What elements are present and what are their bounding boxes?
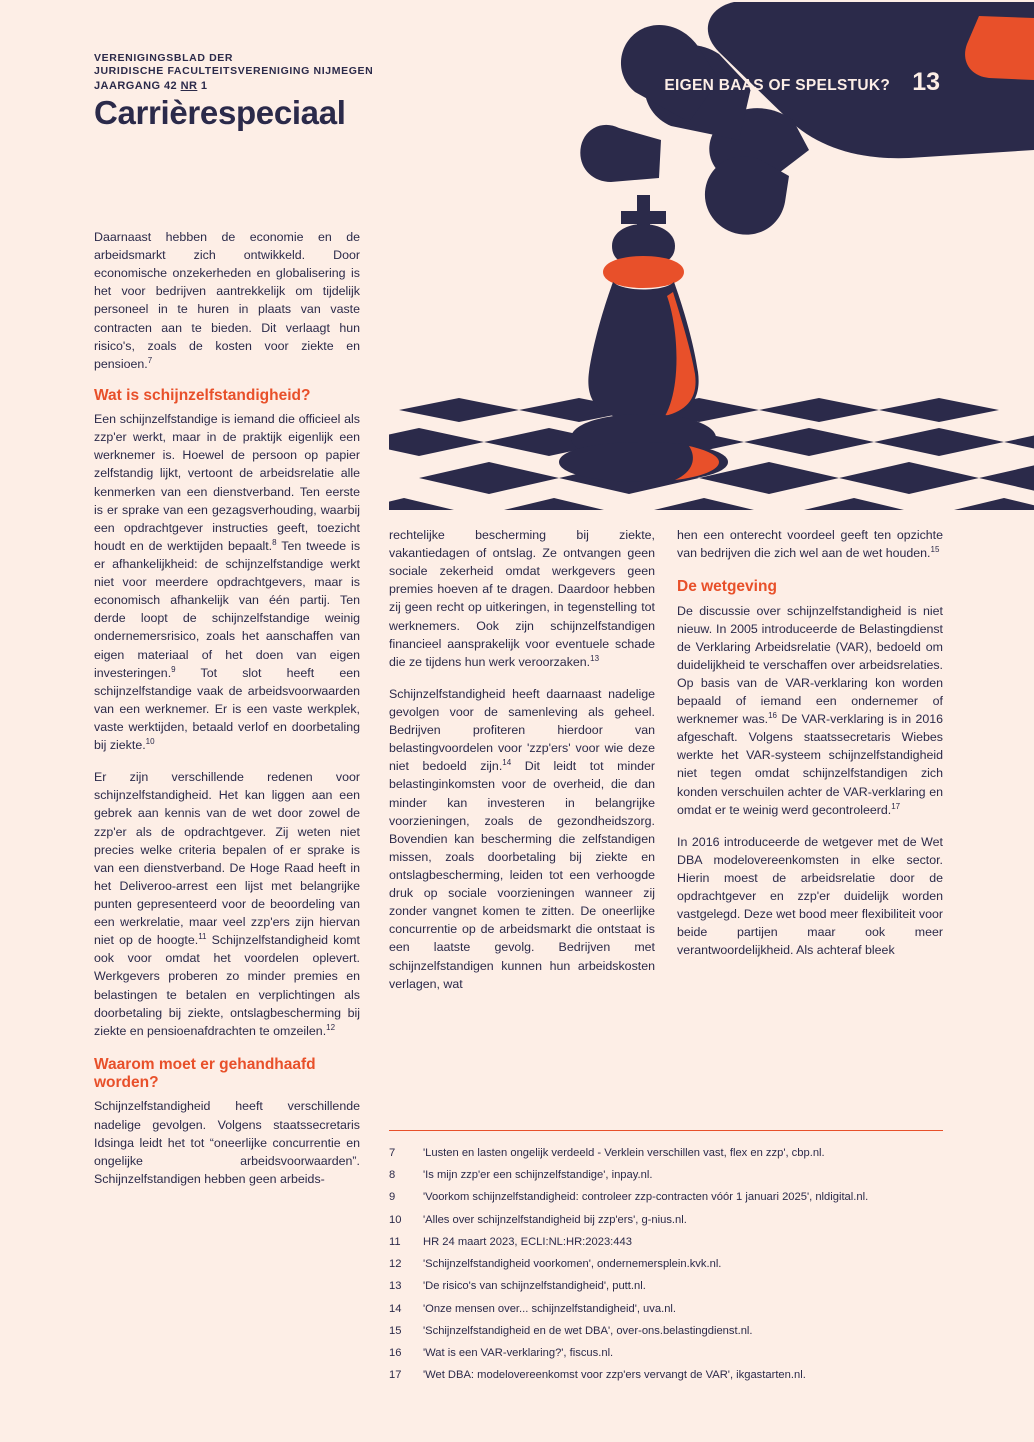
footnote-text: 'De risico's van schijnzelfstandigheid', putt.nl.	[423, 1280, 646, 1293]
footnote-row	[389, 1167, 868, 1189]
footnote-number: 8	[389, 1169, 396, 1182]
footnote-ref: 9	[171, 664, 176, 674]
footnote-text: 'Voorkom schijnzelfstandigheid: controleer zzp-contracten vóór 1 januari 2025', nldigital.nl.	[423, 1191, 869, 1204]
footnote-row	[389, 1212, 868, 1234]
footnote-text: 'Is mijn zzp'er een schijnzelfstandige', inpay.nl.	[423, 1169, 653, 1182]
footnote-number: 7	[389, 1147, 396, 1159]
paragraph: Schijnzelfstandigheid heeft verschillende nadelige gevolgen. Volgens staatssecretaris Idsinga leidt het tot “oneerlijke concurrentie en ongelijke arbeidsvoorwaarden”. Schijnzelfstandigen hebben geen arbeids-	[94, 1099, 360, 1186]
footnote-text: 'Wat is een VAR-verklaring?', fiscus.nl.	[423, 1347, 614, 1360]
subheading-wat-is-schijnzelfstandigheid: Wat is schijnzelfstandigheid?	[94, 386, 311, 404]
footnote-ref: 15	[930, 544, 940, 554]
footnotes-list	[389, 1145, 868, 1390]
footnote-ref: 7	[147, 355, 153, 365]
footnote-row	[389, 1256, 868, 1278]
subheading-de-wetgeving: De wetgeving	[677, 578, 777, 596]
paragraph-text: De VAR-verklaring is in 2016 afgeschaft. Volgens staatssecretaris Wiebes werkte het VAR-systeem schijnzelfstandigheid niet tegen omdat schijnzelfstandigen zich konden verschuilen achter de VAR-verklaring en omdat er te weinig werd gecontroleerd.	[677, 712, 944, 817]
paragraph-text: Schijnzelfstandigheid komt ook voor omdat het voordelen oplevert. Werkgevers proberen zo minder premies en belastingen te betalen en verplichtingen als doorbetaling bij ziekte, ontslagbescherming bij ziekte en pensioenafdrachten te omzeilen.	[94, 933, 360, 1038]
footnote-row	[389, 1301, 868, 1323]
text-column-3	[677, 526, 943, 960]
footnote-number: 10	[389, 1213, 402, 1226]
paragraph-text: Er zijn verschillende redenen voor schijnzelfstandigheid. Het kan liggen aan een gebrek aan kennis van de wet door zowel de zzp'er als de opdrachtgever. Zij weten niet precies welke criteria bepalen of er sprake is van een dienstverband. De Hoge Raad heeft in het Deliveroo-arrest een lijst met belangrijke punten gepresenteerd voor de beoordeling van een werkrelatie, maar veel zzp'ers zijn hiervan niet op de hoogte.	[94, 770, 360, 948]
footnote-number: 11	[389, 1235, 401, 1248]
footnotes-section	[389, 1130, 943, 1390]
text-column-1	[94, 228, 360, 1188]
footnote-ref: 10	[145, 737, 155, 746]
page-header	[664, 68, 940, 97]
footnote-number: 13	[389, 1280, 402, 1293]
footnote-ref: 16	[768, 711, 777, 721]
footnote-text: 'Lusten en lasten ongelijk verdeeld - Verklein verschillen vast, flex en zzp', cbp.nl.	[423, 1147, 825, 1159]
footnote-number: 9	[389, 1191, 396, 1204]
masthead-line-1: VERENIGINGSBLAD DER	[94, 52, 234, 64]
subheading-waarom-handhaven	[94, 1056, 360, 1093]
footnote-row	[389, 1278, 868, 1300]
section-label: EIGEN BAAS OF SPELSTUK?	[664, 77, 891, 94]
paragraph-text: Schijnzelfstandigheid heeft daarnaast nadelige gevolgen voor de samenleving als geheel. Bedrijven profiteren hierdoor van belastingvoordelen voor 'zzp'ers' voor wie deze niet bedoeld zijn.	[389, 686, 655, 774]
paragraph: In 2016 introduceerde de wetgever met de Wet DBA modelovereenkomsten in elke sector. Hierin moest de arbeidsrelatie door de opdrachtgever en zzp'er duidelijk worden vastgelegd. Deze wet bood meer flexibiliteit voor beide partijen maar ook meer verantwoordelijkheid. Als achteraf bleek	[677, 834, 943, 958]
footnote-text: 'Alles over schijnzelfstandigheid bij zzp'ers', g-nius.nl.	[423, 1213, 687, 1226]
masthead	[94, 52, 394, 129]
footnote-ref: 8	[272, 537, 277, 547]
paragraph	[389, 685, 655, 993]
paragraph-text: hen een onterecht voordeel geeft ten opzichte van bedrijven die zich wel aan de wet houden.	[677, 528, 943, 561]
paragraph	[677, 602, 943, 819]
footnote-row	[389, 1323, 868, 1345]
footnote-row	[389, 1367, 868, 1389]
footnote-text: 'Schijnzelfstandigheid voorkomen', ondernemersplein.kvk.nl.	[423, 1258, 722, 1271]
footnote-row	[389, 1345, 868, 1367]
text-column-2	[389, 526, 655, 993]
footnote-number: 15	[389, 1324, 402, 1337]
paragraph-text: Ten tweede is er afhankelijkheid: de schijnzelfstandige werkt niet voor meerdere opdrachtgevers, maar is economisch afhankelijk van één partij. Ten derde loopt de schijnzelfstandige weinig ondernemersrisico, zoals het aanschaffen van eigen materiaal of het doen van eigen investeringen.	[94, 538, 361, 680]
volume-prefix: JAARGANG 42	[94, 79, 181, 92]
footnote-number: 17	[389, 1369, 402, 1382]
footnote-number: 12	[389, 1258, 402, 1271]
paragraph-text: De discussie over schijnzelfstandigheid is niet nieuw. In 2005 introduceerde de Belastingdienst de Verklaring Arbeidsrelatie (VAR), bedoeld om duidelijkheid te verschaffen over arbeidsrelaties. Op basis van de VAR-verklaring kon worden bepaald of iemand een ondernemer of werknemer was.	[677, 603, 943, 727]
paragraph-text: Daarnaast hebben de economie en de arbeidsmarkt zich ontwikkeld. Door economische onzekerheden en globalisering is het voor bedrijven aantrekkelijk om tijdelijk personeel in te huren in plaats van vaste contracten aan te bieden. Dit verlaagt hun risico's, zoals de kosten voor ziekte en pensioen.	[94, 230, 360, 371]
paragraph	[677, 526, 943, 562]
footnote-number: 16	[389, 1347, 402, 1360]
masthead-volume	[94, 80, 394, 92]
footnote-text: 'Schijnzelfstandigheid en de wet DBA', over-ons.belastingdienst.nl.	[423, 1324, 753, 1337]
masthead-line-2: JURIDISCHE FACULTEITSVERENIGING NIJMEGEN	[94, 65, 374, 78]
footnote-ref: 13	[590, 653, 600, 663]
subheading-line-2: worden?	[94, 1074, 159, 1092]
paragraph	[94, 228, 360, 373]
footnote-row	[389, 1145, 868, 1167]
page-number: 13	[912, 68, 940, 96]
footnote-ref: 14	[502, 758, 512, 768]
footnote-text: HR 24 maart 2023, ECLI:NL:HR:2023:443	[423, 1235, 632, 1248]
paragraph-text: rechtelijke bescherming bij ziekte, vakantiedagen of ontslag. Ze ontvangen geen sociale zekerheid omdat werkgevers geen premies hoeven af te dragen. Daardoor hebben zij geen recht op uitkeringen, in tegenstelling tot werknemers. Ook zijn schijnzelfstandigen financieel aansprakelijk voor eventuele schade die ze tijdens hun werk veroorzaken.	[389, 528, 655, 669]
paragraph-text: Tot slot heeft een schijnzelfstandige vaak de arbeidsvoorwaarden van een werknemer. Er is een vaste werkplek, vaste werktijden, betaald verlof en doorbetaling bij ziekte.	[94, 665, 360, 753]
footnote-text: 'Onze mensen over... schijnzelfstandigheid', uva.nl.	[423, 1302, 677, 1315]
paragraph	[389, 526, 655, 671]
footnote-text: 'Wet DBA: modelovereenkomst voor zzp'ers vervangt de VAR', ikgastarten.nl.	[423, 1369, 806, 1382]
volume-suffix: 1	[197, 79, 208, 92]
paragraph-text: Dit leidt tot minder belastinginkomsten voor de overheid, die dan minder kan investeren in belangrijke voorzieningen, zoals de gezondheidszorg. Bovendien kan bescherming die zelfstandigen missen, zoals doorbetaling bij ziekte en ontslagbescherming, leiden tot een verhoogde druk op sociale voorzieningen wanneer zij zonder vangnet komen te zitten. De oneerlijke concurrentie op de arbeidsmarkt die ontstaat is een laatste gevolg. Bedrijven met schijnzelfstandigen kunnen hun arbeidskosten verlagen, wat	[389, 759, 655, 991]
volume-nr: NR	[180, 79, 198, 92]
footnote-ref: 17	[891, 801, 901, 811]
footnote-row	[389, 1234, 868, 1256]
footnote-number: 14	[389, 1302, 402, 1315]
footnotes-divider	[389, 1130, 943, 1131]
footnote-row	[389, 1189, 868, 1211]
paragraph	[94, 410, 360, 754]
paragraph	[94, 768, 360, 1040]
paragraph-text: Een schijnzelfstandige is iemand die officieel als zzp'er werkt, maar in de praktijk eigenlijk een werknemer is. Hoewel de persoon op papier zelfstandig lijkt, vertoont de arbeidsrelatie alle kenmerken van een dienstverband. Ten eerste is er sprake van een gezagsverhouding, waarbij een opdrachtgever instructies geeft, toezicht houdt en de werktijden bepaalt.	[94, 412, 360, 553]
footnote-ref: 11	[198, 932, 207, 942]
footnote-ref: 12	[326, 1022, 336, 1032]
publication-title: Carrièrespeciaal	[94, 93, 346, 131]
subheading-line-1: Waarom moet er gehandhaafd	[94, 1055, 316, 1073]
